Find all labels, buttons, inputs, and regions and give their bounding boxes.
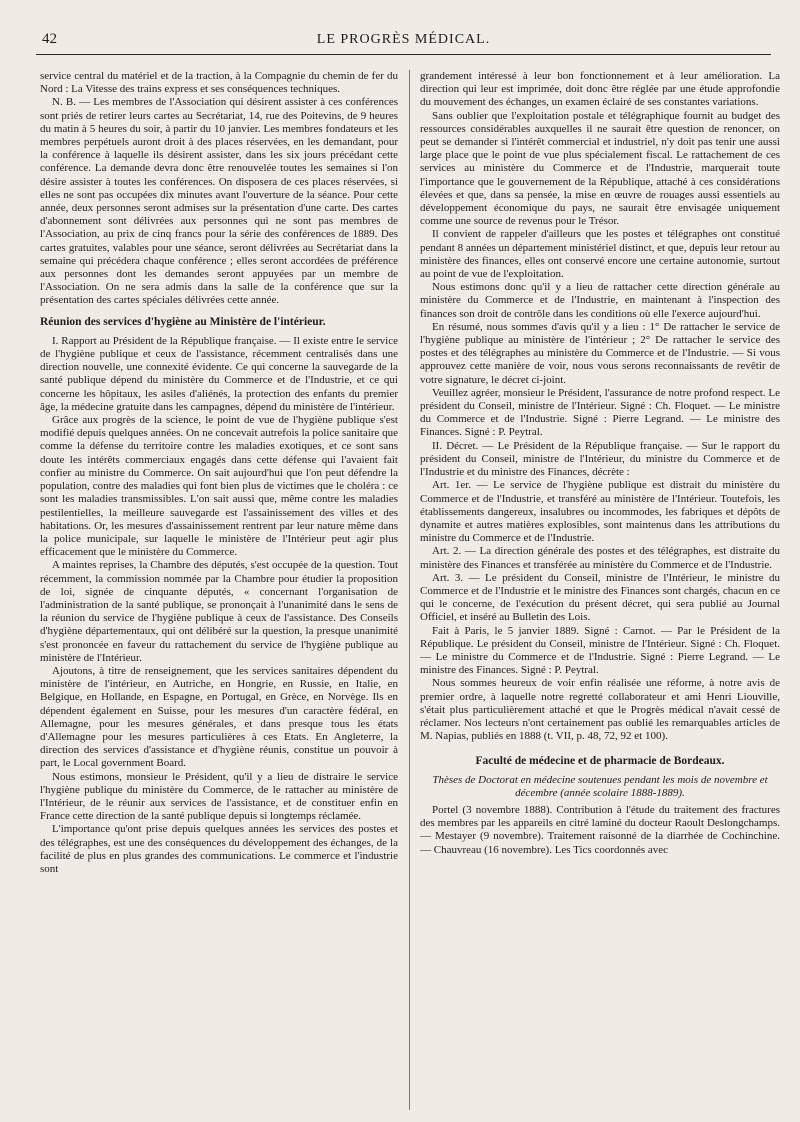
paragraph: Il convient de rappeler d'ailleurs que les postes et télégraphes ont constitué pendant 8 années un département ministériel distinct, et que, depuis leur retour au ministère des finances, elles ont conservé encore une certaine autonomie, surtout au point de vue de l'exploitation. bbox=[420, 228, 780, 281]
section-heading: Faculté de médecine et de pharmacie de Bordeaux. bbox=[475, 755, 725, 768]
section-subtitle: Thèses de Doctorat en médecine soutenues pendant les mois de novembre et décembre (année scolaire 1888-1889). bbox=[432, 773, 768, 799]
left-column bbox=[40, 70, 398, 1115]
paragraph: Nous estimons donc qu'il y a lieu de rattacher cette direction générale au ministère du Commerce et de l'Industrie, en maintenant à l'inspection des finances son droit de contrôle dans les conditions où elle l'exerce aujourd'hui. bbox=[420, 281, 780, 320]
page-header bbox=[36, 28, 771, 55]
right-column bbox=[420, 70, 780, 1115]
paragraph: I. Rapport au Président de la République française. — Il existe entre le service de l'hygiène publique et ceux de l'assistance, récemment centralisés dans une direction nouvelle, une connexité évidente. Ce qui concerne la sauvegarde de la santé publique dépend du ministère du Commerce et de l'Industrie, et ce qui concerne les hôpitaux, les asiles d'aliénés, la protection des enfants du premier âge, la médecine gratuite dans les campagnes, dépend du ministère de l'intérieur. bbox=[40, 334, 398, 413]
paragraph: Nous estimons, monsieur le Président, qu'il y a lieu de distraire le service l'hygiène publique du ministère du Commerce, de le rattacher au ministère de l'Intérieur, de le réunir aux services de l'assistance, et de constituer enfin en France cette direction de la santé publique depuis si longtemps réclamée. bbox=[40, 770, 398, 823]
page-number: 42 bbox=[42, 31, 57, 47]
paragraph: L'importance qu'ont prise depuis quelques années les services des postes et des télégraphes, est une des conséquences du développement des échanges, de la facilité de plus en plus grandes des communications. Le commerce et l'industrie sont bbox=[40, 823, 398, 875]
paragraph: Art. 1er. — Le service de l'hygiène publique est distrait du ministère du Commerce et de l'Industrie, et transféré au ministère de l'Intérieur. Toutefois, les établissements dangereux, insalubres ou incommodes, les fabriques et dépôts de dynamite et autres matières explosibles, sont maintenus dans les attributions du ministre du Commerce et de l'Industrie. bbox=[420, 479, 780, 545]
paragraph: Fait à Paris, le 5 janvier 1889. Signé : Carnot. — Par le Président de la République. Le président du Conseil, ministre de l'Intérieur. Signé : Ch. Floquet. — Le ministre du Commerce et de l'Industrie. Signé : Pierre Legrand. — Le ministre des Finances. Signé : P. Peytral. bbox=[420, 624, 780, 677]
paragraph: Art. 3. — Le président du Conseil, ministre de l'Intérieur, le ministre du Commerce et de l'Industrie et le ministre des Finances sont chargés, chacun en ce qui le concerne, de l'exécution du présent décret, qui sera publié au Journal Officiel, et inséré au Bulletin des Lois. bbox=[420, 571, 780, 624]
paragraph: service central du matériel et de la traction, à la Compagnie du chemin de fer du Nord : La Vitesse des trains express et ses conséquences techniques. bbox=[40, 70, 398, 96]
paragraph: En résumé, nous sommes d'avis qu'il y a lieu : 1° De rattacher le service de l'hygiène publique au ministère de l'intérieur ; 2° De rattacher le service des postes et des télégraphes au ministère du Commerce et de l'Industrie. — Si vous approuvez cette manière de voir, nous vous serons reconnaissants de revêtir de votre signature, le décret ci-joint. bbox=[420, 320, 780, 386]
paragraph: Ajoutons, à titre de renseignement, que les services sanitaires dépendent du ministère de l'intérieur, en Autriche, en Hongrie, en Russie, en Italie, en Belgique, en Hollande, en Espagne, en Portugal, en Grèce, en Norvège. Ils en dépendent également en Suisse, pour les mesures d'un caractère fédéral, en Allemagne, pour les mesures générales, et dans presque tous les états d'Allemagne pour les mesures particulières à ces Etats. En Angleterre, la direction des services d'assistance et d'hygiène réunis, constitue un pouvoir à part, le Local government Board. bbox=[40, 664, 398, 770]
paragraph: Sans oublier que l'exploitation postale et télégraphique fournit au budget des ressources considérables auxquelles il ne saurait être question de renoncer, on peut se demander si l'intérêt commercial et industriel, n'y doit pas tenir une aussi large place que le point de vue plus spécialement fiscal. Le rattachement de ces services au ministère du Commerce et de l'Industrie, marquerait toute l'importance que le gouvernement de la République, attaché à ces considérations élevées et que, dans sa pensée, la mise en œuvre de rouages aussi essentiels au développement économique du pays, ne saurait être envisagée uniquement comme une source de revenus pour le Trésor. bbox=[420, 109, 780, 228]
paragraph: Nous sommes heureux de voir enfin réalisée une réforme, à notre avis de premier ordre, à laquelle notre regretté collaborateur et ami Henri Liouville, s'était plus particulièrement attaché et que le Progrès médical n'avait cessé de réclamer. Nos lecteurs n'ont certainement pas oublié les remarquables articles de M. Napias, publiés en 1888 (t. VII, p. 48, 72, 92 et 100). bbox=[420, 677, 780, 743]
paragraph: Grâce aux progrès de la science, le point de vue de l'hygiène publique s'est modifié depuis quelques années. On ne concevait autrefois la police sanitaire que comme la défense du territoire contre les maladies exotiques, et ce sont sans doute les intérêts commerciaux engagés dans cette défense qui l'avaient fait confier au ministre du Commerce. On sait aujourd'hui que l'on peut défendre la population, contre des maladies qui font bien plus de victimes que le choléra : ce sont les maladies transmissibles. L'on sait aussi que, même contre les maladies pestilentielles, la meilleure sauvegarde est l'assainissement des villes et des habitations. Or, les mesures d'assainissement rentrent par leur nature même dans la police municipale, sur laquelle le ministère de l'Intérieur peut agir plus efficacement que le ministère du Commerce. bbox=[40, 414, 398, 559]
paragraph: Art. 2. — La direction générale des postes et des télégraphes, est distraite du ministère des Finances et transférée au ministère du Commerce et de l'Industrie. bbox=[420, 545, 780, 571]
paragraph: grandement intéressé à leur bon fonctionnement et à leur amélioration. La direction qui leur est imprimée, doit donc être réglée par une étude approfondie du mouvement des échanges, un examen éclairé de ses constantes variations. bbox=[420, 70, 780, 109]
paragraph: II. Décret. — Le Président de la République française. — Sur le rapport du président du Conseil, ministre de l'Intérieur, du ministre du Commerce et de l'Industrie et du ministre des Finances, décrète : bbox=[420, 439, 780, 479]
paragraph: A maintes reprises, la Chambre des députés, s'est occupée de la question. Tout récemment, la commission nommée par la Chambre pour étudier la proposition de loi, signée de cinquante députés, « concernant l'organisation de l'administration de la santé publique, se prononçait à l'unanimité dans le sens de la réunion du service de l'hygiène publique à ceux de l'assistance. Des Conseils d'hygiène départementaux, qui ont délibéré sur la question, la presque unanimité s'est prononcée en faveur du rattachement du service de l'hygiène publique au ministère de l'Intérieur. bbox=[40, 559, 398, 664]
section-heading: Réunion des services d'hygiène au Ministère de l'intérieur. bbox=[40, 315, 326, 328]
journal-title: LE PROGRÈS MÉDICAL. bbox=[316, 32, 491, 47]
column-divider bbox=[409, 70, 410, 1110]
paragraph: Veuillez agréer, monsieur le Président, l'assurance de notre profond respect. Le président du Conseil, ministre de l'Intérieur. Signé : Ch. Floquet. — Le ministre du Commerce et de l'Industrie. Signé : Pierre Legrand. — Le ministre des Finances. Signé : P. Peytral. bbox=[420, 386, 780, 439]
paragraph: Portel (3 novembre 1888). Contribution à l'étude du traitement des fractures des membres par les appareils en citré laminé du docteur Raoult Deslongchamps. — Mestayer (9 novembre). Traitement raisonné de la diarrhée de Cochinchine. — Chauvreau (16 novembre). Les Tics coordonnés avec bbox=[420, 803, 780, 856]
paragraph: N. B. — Les membres de l'Association qui désirent assister à ces conférences sont priés de retirer leurs cartes au Secrétariat, 14, rue des Poitevins, de 9 heures du matin à 5 heures du soir, à partir du 10 janvier. Les membres fondateurs et les membres perpétuels auront droit à des places réservées, en les demandant, pour la conférence à laquelle ils désirent assister, dans les six jours précédant cette conférence. La demande devra donc être renouvelée toutes les semaines si l'on désire assister à toutes les conférences. On disposera de ces places réservées, si elles ne sont pas occupées dix minutes avant l'ouverture de la séance. Pour cette année, deux personnes seront admises sur la présentation d'une carte. Des cartes d'abonnement sont délivrées aux personnes qui ne sont pas membres de l'Association, au prix de cinq francs pour la série des conférences de 1889. Des cartes gratuites, valables pour une séance, seront délivrées au Secrétariat dans la semaine qui précédera chaque conférence ; elles seront accordées de préférence aux personnes dont les demandes seront appuyées par un membre de l'Association. On ne sera admis dans la salle de la conférence que sur la présentation des cartes spéciales délivrées cette année. bbox=[40, 96, 398, 307]
